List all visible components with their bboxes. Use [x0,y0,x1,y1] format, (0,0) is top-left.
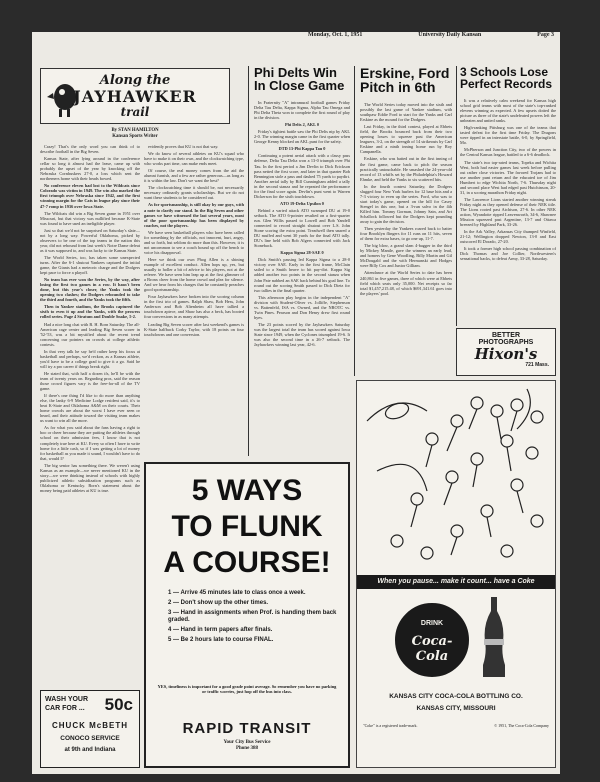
header-date: Monday, Oct. 1, 1951 [308,32,363,38]
column-high-school [460,98,556,324]
photo-ad-address: 721 Mass. [525,362,549,368]
ad5-item: 1 — Arrive 45 minutes late to class once a week. [168,590,306,596]
col2-paragraph: Of course, the real money comes from the aid the alumni furnish, and a few are rather generous—as long as it is within the law. Don't we want the best? [144,168,244,184]
photo-ad-line-2: PHOTOGRAPHS [478,339,534,346]
col3-paragraph: Continuing a potent aerial attack with a classy pass defense, Delta Tau Delta won a 13-0 triumph over Phi Tau. In the first period a Jim Devlin to Dick Erickson pass netted the first score, and later in that quarter Bob Bennington stole a pass and dashed 75 yards to paydirt. Another aerial tally by Bill Cunningham added a tally in the second stanza and he repeated the performance for the final score again. Devlin's punt went to Warren Dickerson for the sixth touchdown. [254,153,350,199]
col3-subhead: DTD 13-Phi Kappa Tau 0 [278,146,326,152]
headline-three-schools: 3 Schools Lose Perfect Records [460,65,553,92]
newspaper-page [32,32,560,774]
col1-paragraph: Had a nice long chat with B. H. Born Saturday. The all-American cage center and leading Big Seven scorer in '52-'53, was a bit mystified about the recent trend concerning our pointers on crowds at college athletic contests. [40,321,140,347]
col3-paragraph: In Fraternity "A" intramural football games Friday Delta Tau Delta, Kappa Sigma, Alpha Tau Omega and Phi Delta Theta won to complete the first round of play in the division. [254,100,350,121]
col4-paragraph: The big blow, a grand slam 4-bagger in the third by Mickey Mantle, gave the winners an early lead, and homers by Gene Woodling, Billy Martin and Gil McDougald and the with Hermanski and Hodges were Billy Cox and Junior Gilliam. [360,243,452,269]
football-crowd-illustration [357,381,556,569]
headline-erskine-ford: Erskine, Ford Pitch in 6th [360,65,450,96]
conoco-price: 50c [104,695,133,714]
ad5-tag-1: Your City Bus Service [223,740,271,745]
col1-paragraph: Just so that we'd not be surprised on Saturday's slate—not by a long way. Powerful Oklahoma, picked by observers to be one of the top teams in the nation this year, did not rebound from last week's Notre Dame defeat as it was supposed to, and was lucky to tie Kansas State. [40,227,140,253]
col5-paragraph: McPherson and Junction City, two of the powers in the Central Kansas league, battled to a 6-6 deadlock. [460,147,556,158]
coke-city: KANSAS CITY, MISSOURI [416,705,496,712]
headline-phi-delts: Phi Delts Win In Close Game [254,65,345,94]
column-rule [456,66,457,326]
byline [40,128,230,140]
col3-paragraph: Friday's tightest battle saw the Phi Delts nip by AKL 2-0. The winning margin came in the first quarter when George Kenny blocked an AKL punt for the safety. [254,129,350,145]
col1-paragraph: No conference eleven had lost to the Wildcats since Colorado was victim in 1949. The win also marked the first triumph over Nebraska since 1942, and the first winning margin for the Cats in league play since their 47-7 romp in 1936 over Iowa State. [40,183,140,209]
coke-drink-label: DRINK [420,620,444,627]
col1-paragraph: In that very talk he say he'd rather keep his focus at basketball and perhaps, we'd reckon, as a Kansas athlete, you'd have to be a college grad to give it a go. Said he will try a pro career if things break right. [40,348,140,369]
ad5-cta: YES, timeliness is important for a good grade point average. So remember you have no parking or traffic worries, just hop off the bus into class. [157,684,337,695]
col5-paragraph: In the Ark Valley, Arkansas City thumped Winfield, 21-12; Wellington dropped Newton, 13-0 and East outscored El Dorado, 27-20. [460,229,556,245]
col1-paragraph: The Wildcats did win a Big Seven game in 1951 over Missouri, but that victory was nullified because K-State was found to have used an ineligible player. [40,210,140,226]
byline-role: Kansan Sports Writer [112,134,158,139]
ad-hixon-photographs [456,328,556,376]
conoco-address: at 9th and Indiana [64,747,116,753]
photo-ad-line-1: BETTER [492,332,520,339]
conoco-name: CHUCK McBETH [52,721,128,730]
header-paper: University Daily Kansan [418,32,482,38]
col1-paragraph: He stated that, with half a dozen ifs, he'll be with the team of twenty years on. Regarding pros, said the reason those crowd figures vary is the free-for-all of the TV game. [40,370,140,392]
coke-disc [395,603,469,677]
coke-copyright: © 1951, The Coca-Cola Company [494,723,549,728]
ad5-item: 2 — Don't show up the other times. [168,600,269,606]
column-sports-1 [40,144,140,684]
col2-paragraph: evidently proves that KU is not that way. [148,144,219,149]
column-sports-2 [144,144,244,456]
conoco-line-1: WASH YOUR [45,696,89,703]
ad5-line-1: 5 WAYS [191,474,303,507]
header-page: Page 3 [537,32,554,38]
col1-paragraph: Crazy! That's the only word you can think of to describe football in the Big Seven. [40,144,140,155]
logo-line-1: Along the [99,73,171,88]
logo-line-2: JAYHAWKER [73,87,197,106]
logo-line-3: trail [120,105,150,119]
col1-paragraph: No team has ever won the Series, by the way, after losing the first two games in a row. It hasn't been done, but this year's closer, the Yanks took the opening two clashes; the Dodgers rebounded to take the third and fourth, and the Yanks took the fifth. [40,277,140,303]
col3-paragraph: Dick Smith's passing led Kappa Sigma to a 28-0 victory over SAE. Early in the first frame, McClain sailed to a Smith heave to hit pay-dirt. Kappa Sig added another two points in the second stanza when John Pate nabbed an SAE back behind his goal line. To round out the scoring Smith passed to Dick Dietz for two tallies in the final quarter. [254,257,350,293]
ad5-tag-2: Phone 388 [235,746,259,751]
coke-banner: When you pause... make it count... have a Coke [357,575,555,589]
ad5-line-2: TO FLUNK [171,510,323,543]
byline-author: By STAN HAMILTON [111,128,159,133]
col5-paragraph: High-ranking Pittsburg was one of the teams that tasted defeat for the first time Friday. The Dragons were tipped in an interstate battle, 6-0, by Springfield, Mo. [460,125,556,146]
column-world-series [360,102,452,374]
ad-rapid-transit [144,462,350,768]
col2-paragraph: The clockwatching time it should be, not necessarily necessary ordinarily grants scholarships. But we do not want these students to be considered out. [144,185,244,201]
ad5-line-3: A COURSE! [163,546,331,579]
column-rule [354,66,355,376]
col1-paragraph: Then in Yankee stadium, the Brooks captured the sixth to even it up and the Yanks, with the prowess rolled series. Page 4 Stratum and Double Snake, 5-2. [40,304,140,320]
ad5-item: 3 — Hand in assignments when Prof. is handing them back graded. [168,610,337,623]
conoco-station: CONOCO SERVICE [60,735,120,742]
col5-paragraph: It was a relatively calm weekend for Kansas high school grid teams with most of the state's top-ranked elevens winning as expected. A few upsets dotted the picture as three of the state's undefeated powers left the unbeaten and untied ranks. [460,98,556,124]
col1-paragraph: Kansas State, after lying around in the conference cellar so long it almost had the lease, came up with probably the upset of the year by knocking off the Nebraska Cornhuskers 27-0, a loss which sent the northerners home with their heads bowed. [40,156,140,182]
ad-coca-cola [356,380,556,768]
col4-paragraph: Attendance at the World Series to date has been 240,861 in five games, three of which were at Ebbets field which seats only 35,000. Net receipts so far total $1,457,215.48, of which $691,341.61 goes into the players' pool. [360,270,452,296]
col3-subhead: Kappa Sigma 28-SAE 0 [280,250,324,256]
ad5-item: 5 — Be 2 hours late to course FINAL. [168,637,274,643]
ad5-brand: RAPID TRANSIT [182,720,312,737]
col5-paragraph: It took a former high school passing combination of Dick Thomas and Joe Collier, Northwestern's sensational backs, to defeat Army, 33-28, Saturday. [460,246,556,262]
col2-paragraph: Leading Big Seven scorer after last weekend's games is K-State halfback Corky Taylor, with 18 points on four touchdowns and one conversion. [144,321,244,337]
col5-paragraph: The state's two top-rated teams, Topeka and Wichita West, both had easier games last week before pulling out rather close victories. The favored Trojans had to use another punt return and the educated toe of Jim Humbert to edge Wichita North, 7-6. Thursday night and second place West had edged past Hutchinson, 20-31, in a scoring marathon Friday night. [460,159,556,195]
photo-ad-brand: Hixon's [474,345,538,363]
col3-subhead: ATO 19-Delta Upsilon 0 [280,200,324,206]
page-header [308,32,554,38]
col1-paragraph: The World Series, too, has taken some unexpected turns. After the 6-1 shutout Yankees captured the initial game, the Giants had a meteoric charge and the Dodgers kept pace to force a playoff. [40,254,140,276]
col4-paragraph: In the fourth contest Saturday, the Dodgers slugged four New York hurlers for 12 base hits and a 7-3 victory to even up the series. Ford, who was to start today's game, opened on the hill for Casey Stengel in this one, but a 3-run salvo in the 4th Killed him. Tommy Gorman, Johnny Sain, and Art Schallock followed but the Dodgers kept pounding away to gain the decision. [360,183,452,225]
col3-paragraph: The 23 points scored by the Jayhawkers Saturday was the largest total the team has scored against Iowa State since 1949, when the Cyclones triumphed 19-6. It was also the second time in a 26-7 setback. The Jayhawkers winning last year, 42-6. [254,321,350,348]
ad5-tagline [146,740,348,752]
col4-paragraph: Last Friday, in the third contest, played at Ebbets field, the Brooks bounced back from their two opening losses to squeeze past the American leaguers, 3-2, on the strength of 14 strikeouts by Carl Erskine and a ninth inning home run by Roy Campanella. [360,124,452,155]
col3-paragraph: This afternoon play begins in the independent "A" division with Student-Oliver vs. Jolliffe, Stephenson vs. Battenfeld, ISA vs. Owned, and the NROTC vs. Twin Pines. Pearson and Don Henry drew first round byes. [254,294,350,320]
col4-paragraph: The World Series today moved into the sixth and possibly the last game of Yankee stadium, with southpaw Eddie Ford to start for the Yanks and Carl Erskine as the mound for the Dodgers. [360,102,452,123]
col5-paragraph: The Lawrence Lions started another winning streak Friday night as they opened defense of their NEK title. The Lions rooted past Atchison, 27-6. In other NEK action, Wyandotte ripped Leavenworth, 34-6, Shawnee Mission squeezed past Argentine, 13-7 and Ottawa breezed by Highland Park, 33-26. [460,196,556,228]
coke-company: KANSAS CITY COCA-COLA BOTTLING CO. [389,693,523,700]
column-intramural [254,100,350,456]
col2-paragraph: Four Jayhawkers have broken into the scoring column in the first trio of games. Ralph Shaw, Bob Hess, John Anderson and Bob Altenheim all have tallied a touchdown apiece, and Shaw has also a beck, has booted four conversions in as many attempts. [144,294,244,320]
col2-paragraph: Here we think our own Phog Allen is a shining example of excellent conduct. Allen hops up, yes, but usually to holler a bit of advice to his players, not at the referee. We have seen him leap up at the first glimmer of a Bronx cheer from the home crowd and plea for silence. And we hear from his charges that he constantly preaches good sportsmanship. [144,256,244,293]
coke-logo: Coca-Cola [411,634,453,664]
col1-paragraph: If there's one thing I'd like to do more than anything else, the lanky 6-9 Medicine Lodge resident said, it's to beat K-State and Oklahoma A&M on their courts. Their home crowds are about the worst I have ever seen or heard, and their attitude toward the visiting team makes us want to win all the more. [40,393,140,424]
col1-paragraph: The big senior has something there. We weren't using Kansas as an example—we never mentioned KU in the story—we were thinking instead of schools with highly publicized athletic subsidization programs such as Oklahoma or Kentucky. Born's statement about the money being paid athletes at KU is true. [40,462,140,493]
col3-subhead: Phi Delts 2, AKL 0 [284,122,320,128]
col2-paragraph: We have seen basketball players who have been called for something by the officials, not innocent, hurt, angry, and so forth, but seldom do more than this. However, it is not uncommon to see a coach bound up off the bench to voice his disapproval. [144,229,244,255]
conoco-line-2: CAR FOR ... [45,705,85,712]
column-logo [40,68,230,124]
col3-paragraph: Behind a varied attack ATO swamped DU at 19-0 setback. The ATO 6-pointer resulted on a first-quarter run. Glen Willis passed to Lowell and Bob Yandell connected to record straight shutout over L.S. John Stone scoring the extra point. Treadwell then snared a DU muffed and went 30 yards for the final ATO tally. DU's line held with Bob Algers connected with Jack Stoneback. [254,207,350,249]
col2-paragraph: We do know of several athletes on KU's squad who have to make it on their own, and the clockwatching type, who works part time, can make ends meet. [144,151,244,167]
col4-paragraph: Then yesterday the Yankees roared back to batter four Brooklyn flingers for 11 runs on 11 hits, seven of them for extra bases, to go one up, 11-7. [360,226,452,242]
column-rule [248,66,249,456]
col2-paragraph: As for sportsmanship, is still okay by our guys, with a note to clarify our stand. In the Big Seven and other games we have witnessed the last several years, most of the poor sportsmanship has been displayed by coaches, not the players. [144,202,244,228]
ad5-list [168,590,344,647]
ad-conoco [40,690,140,768]
col1-paragraph: As for what you said about the fans having a right to boo or cheer because they are putting the athletes through school on their admission fees, I know that is not completely true here at KU. Every so often I have to write home for a little cash, so if I was getting a lot of money for basketball as you made it sound, I wouldn't have to do that, would I? [40,425,140,461]
col4-paragraph: Erskine, who was batted out in the first inning of the first game, came back to pitch the season practically untouchable. He smashed the 24-year-old record of 13 whiffs set by the Philadelphia's Howard Ehmke, and held the Yanks to six scattered hits. [360,156,452,182]
coke-trademark: "Coke" is a registered trade-mark. [363,723,418,728]
ad5-item: 4 — Hand in term papers after finals. [168,627,273,633]
coke-bottle-icon [481,597,507,677]
